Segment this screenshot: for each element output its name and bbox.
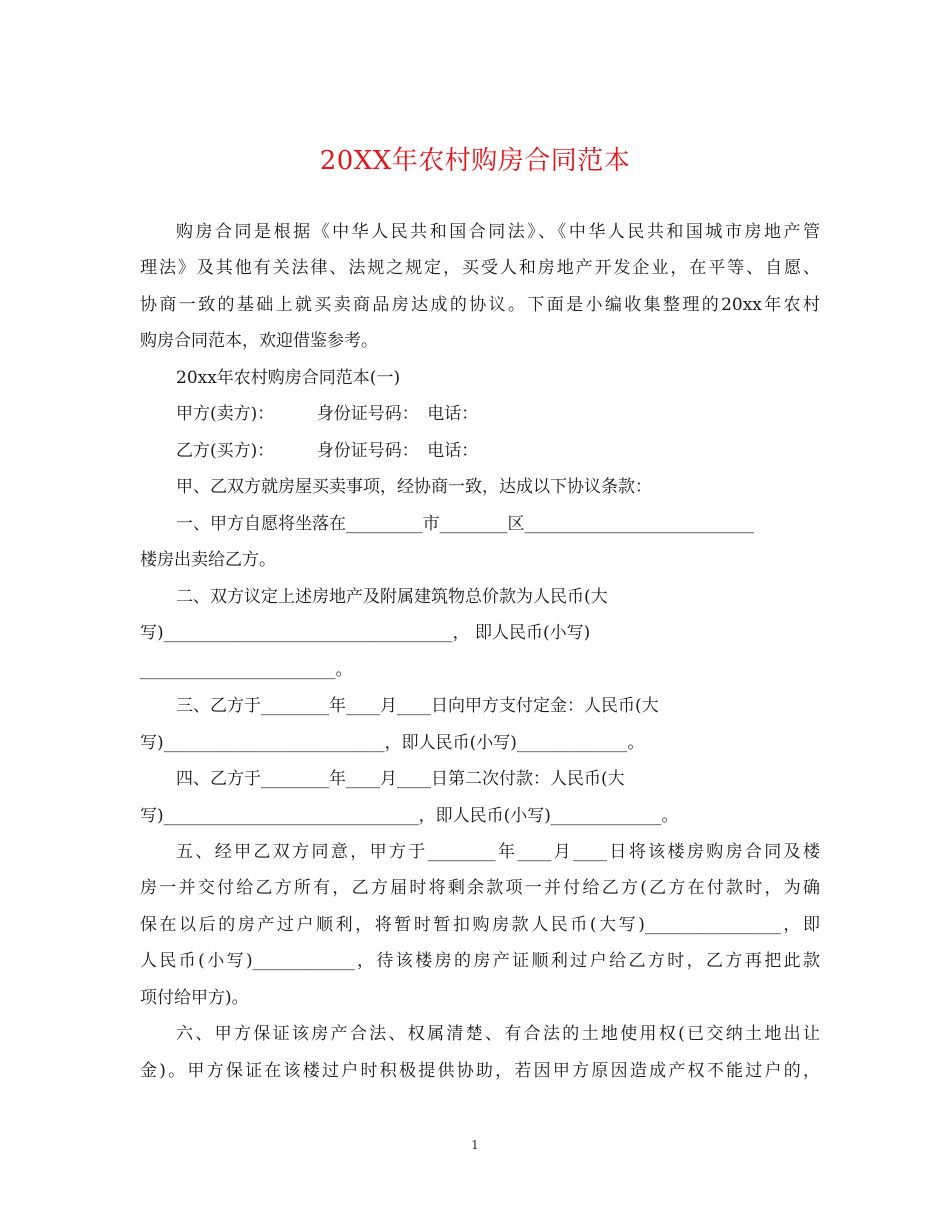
clause-line: 写)__________________________，即人民币(小写)_____________。 [140,733,645,753]
page-number: 1 [471,1138,479,1152]
clause-line: 项付给甲方)。 [140,988,249,1008]
clause-line: 一、甲方自愿将坐落在_________市________区___________________________ [176,514,754,534]
clause-line: 三、乙方于________年____月____日向甲方支付定金：人民币(大 [176,696,659,716]
clause-line: 保在以后的房产过户顺利，将暂时暂扣购房款人民币(大写)________________，即 [140,915,820,935]
paragraph-line: 甲、乙双方就房屋买卖事项，经协商一致，达成以下协议条款： [176,477,652,497]
clause-line: 二、双方议定上述房地产及附属建筑物总价款为人民币(大 [176,587,608,607]
paragraph-line: 理法》及其他有关法律、法规之规定，买受人和房地产开发企业，在平等、自愿、 [140,258,820,278]
clause-line: 房一并交付给乙方所有，乙方届时将剩余款项一并付给乙方(乙方在付款时，为确 [140,878,820,898]
clause-line: _______________________。 [140,660,353,680]
section-heading: 20xx年农村购房合同范本(一) [176,368,401,388]
clause-line: 人民币(小写)____________，待该楼房的房产证顺利过户给乙方时，乙方再把此款 [140,951,820,971]
clause-line: 五、经甲乙双方同意，甲方于________年____月____日将该楼房购房合同及楼 [176,842,820,862]
clause-line: 楼房出卖给乙方。 [140,550,276,570]
paragraph-line: 协商一致的基础上就买卖商品房达成的协议。下面是小编收集整理的20xx年农村 [140,295,820,315]
party-b-line: 乙方(买方)： 身份证号码： 电话： [176,441,479,461]
clause-line: 四、乙方于________年____月____日第二次付款：人民币(大 [176,769,625,789]
party-a-line: 甲方(卖方)： 身份证号码： 电话： [176,404,479,424]
clause-line: 金)。甲方保证在该楼过户时积极提供协助，若因甲方原因造成产权不能过户的， [140,1061,820,1081]
clause-line: 六、甲方保证该房产合法、权属清楚、有合法的土地使用权(已交纳土地出让 [176,1024,820,1044]
clause-line: 写)______________________________，即人民币(小写)_____________。 [140,806,679,826]
document-title: 20XX年农村购房合同范本 [319,146,631,176]
paragraph-line: 购房合同范本，欢迎借鉴参考。 [140,331,378,351]
paragraph-line: 购房合同是根据《中华人民共和国合同法》、《中华人民共和国城市房地产管 [176,222,820,242]
clause-line: 写)__________________________________， 即人民币(小写) [140,623,591,643]
